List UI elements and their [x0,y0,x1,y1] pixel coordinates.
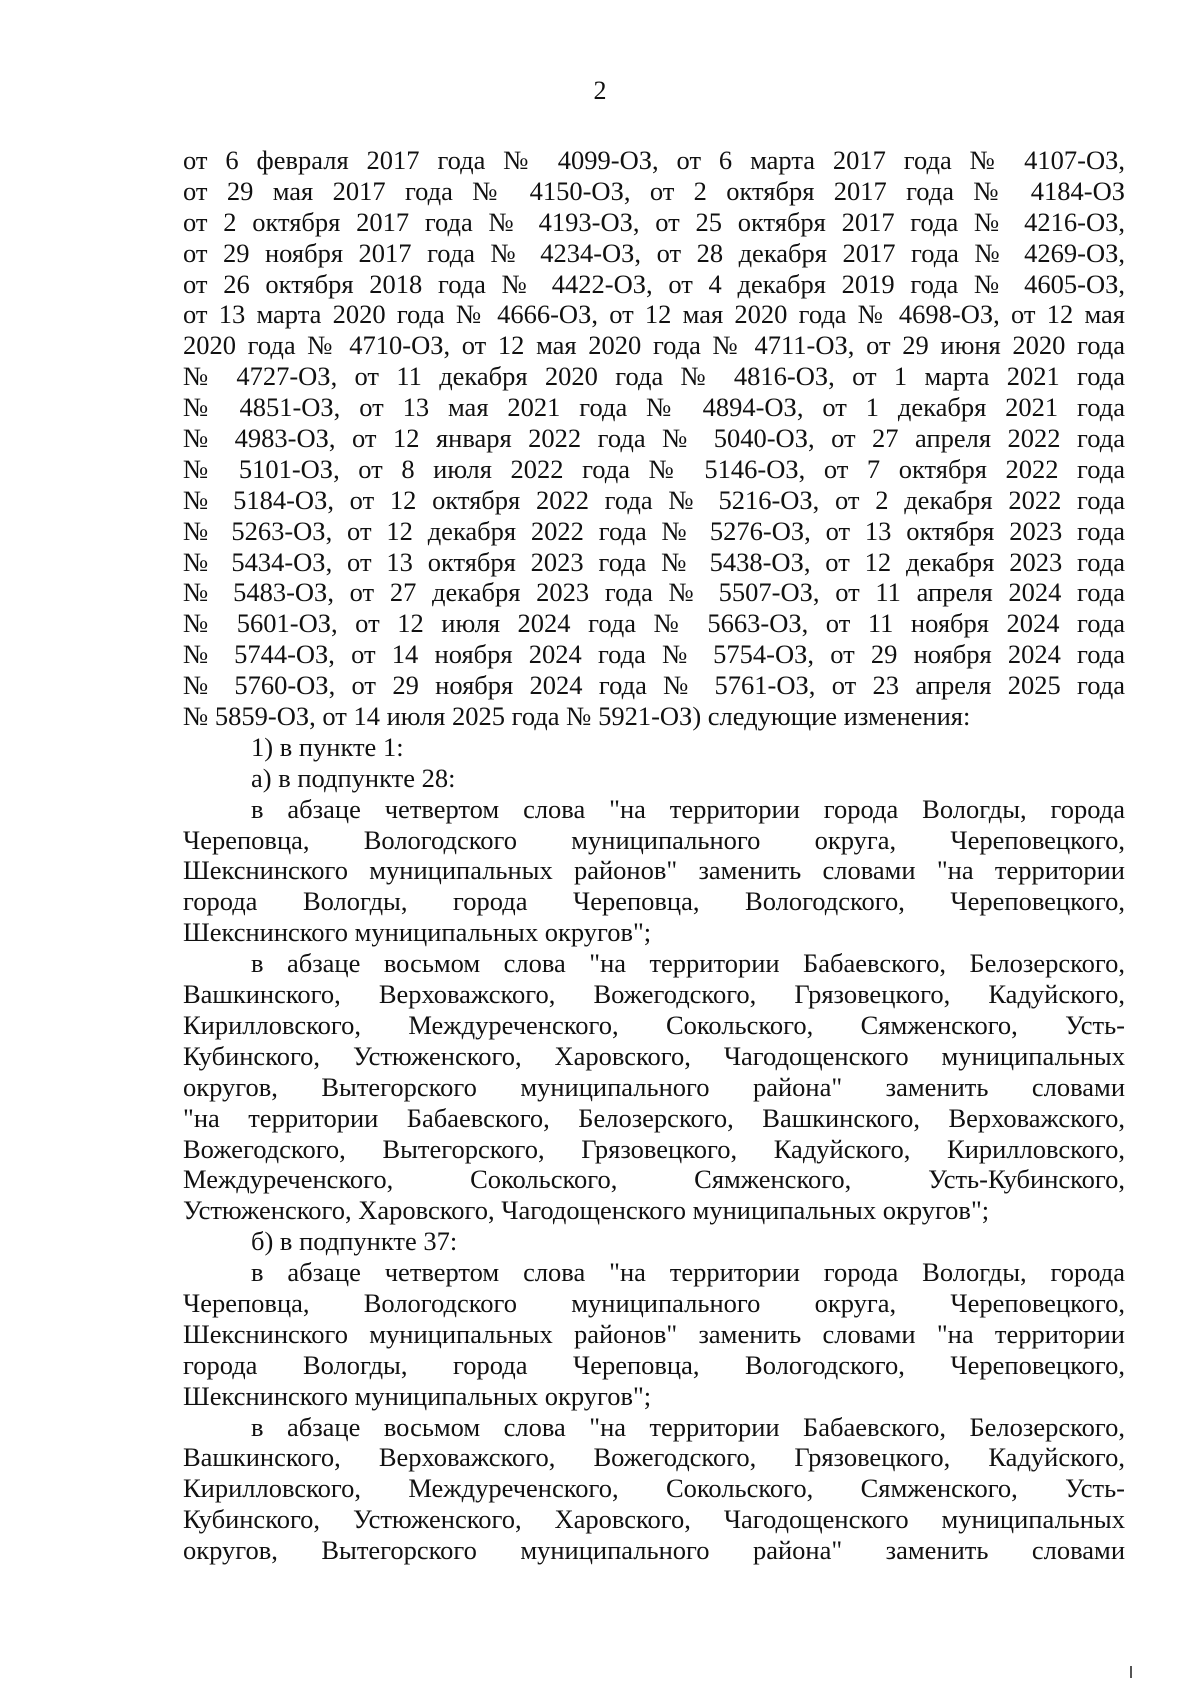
text-line: № 5434-ОЗ, от 13 октября 2023 года № 5438-ОЗ, от 12 декабря 2023 года [183,546,1125,577]
text-line: а) в подпункте 28: [251,762,456,793]
text-line: Череповца, Вологодского муниципального округа, Череповецкого, [183,824,1125,855]
text-line: в абзаце четвертом слова "на территории города Вологды, города [251,793,1125,824]
text-line: 2020 года № 4710-ОЗ, от 12 мая 2020 года № 4711-ОЗ, от 29 июня 2020 года [183,330,1125,361]
text-line: № 5601-ОЗ, от 12 июля 2024 года № 5663-ОЗ, от 11 ноября 2024 года [183,608,1125,639]
text-line: Череповца, Вологодского муниципального округа, Череповецкого, [183,1287,1125,1318]
text-line: Вожегодского, Вытегорского, Грязовецкого, Кадуйского, Кирилловского, [183,1133,1125,1164]
text-line: № 4851-ОЗ, от 13 мая 2021 года № 4894-ОЗ, от 1 декабря 2021 года [183,392,1125,423]
text-line: в абзаце восьмом слова "на территории Бабаевского, Белозерского, [251,1411,1125,1442]
text-line: № 5859-ОЗ, от 14 июля 2025 года № 5921-ОЗ) следующие изменения: [183,701,971,732]
page-number: 2 [593,76,607,105]
text-line: "на территории Бабаевского, Белозерского, Вашкинского, Верховажского, [183,1102,1125,1133]
document-body [183,145,1125,1566]
text-line: Шекснинского муниципальных районов" заменить словами "на территории [183,1318,1125,1349]
text-line: Устюженского, Харовского, Чагодощенского муниципальных округов"; [183,1195,990,1226]
text-line: от 29 ноября 2017 года № 4234-ОЗ, от 28 декабря 2017 года № 4269-ОЗ, [183,237,1125,268]
text-line: Шекснинского муниципальных округов"; [183,1380,652,1411]
text-line: Шекснинского муниципальных округов"; [183,917,652,948]
text-line: № 5101-ОЗ, от 8 июля 2022 года № 5146-ОЗ, от 7 октября 2022 года [183,453,1125,484]
text-line: Шекснинского муниципальных районов" заменить словами "на территории [183,855,1125,886]
text-line: Междуреченского, Сокольского, Сямженского, Усть-Кубинского, [183,1164,1125,1195]
text-line: Кубинского, Устюженского, Харовского, Чагодощенского муниципальных [183,1040,1125,1071]
text-line: 1) в пункте 1: [251,731,404,762]
text-line: от 26 октября 2018 года № 4422-ОЗ, от 4 декабря 2019 года № 4605-ОЗ, [183,268,1125,299]
text-line: в абзаце четвертом слова "на территории города Вологды, города [251,1257,1125,1288]
text-line: округов, Вытегорского муниципального района" заменить словами [183,1535,1125,1566]
text-line: № 4727-ОЗ, от 11 декабря 2020 года № 4816-ОЗ, от 1 марта 2021 года [183,361,1125,392]
text-line: Кирилловского, Междуреченского, Сокольского, Сямженского, Усть- [183,1473,1125,1504]
text-line: Кубинского, Устюженского, Харовского, Чагодощенского муниципальных [183,1504,1125,1535]
text-line: от 29 мая 2017 года № 4150-ОЗ, от 2 октября 2017 года № 4184-ОЗ [183,175,1125,206]
text-line: № 4983-ОЗ, от 12 января 2022 года № 5040-ОЗ, от 27 апреля 2022 года [183,423,1125,454]
text-line: № 5263-ОЗ, от 12 декабря 2022 года № 5276-ОЗ, от 13 октября 2023 года [183,515,1125,546]
text-line: от 6 февраля 2017 года № 4099-ОЗ, от 6 марта 2017 года № 4107-ОЗ, [183,145,1125,175]
text-line: б) в подпункте 37: [251,1226,458,1257]
text-line: № 5744-ОЗ, от 14 ноября 2024 года № 5754-ОЗ, от 29 ноября 2024 года [183,639,1125,670]
text-line: № 5483-ОЗ, от 27 декабря 2023 года № 5507-ОЗ, от 11 апреля 2024 года [183,577,1125,608]
text-line: города Вологды, города Череповца, Вологодского, Череповецкого, [183,886,1125,917]
text-line: округов, Вытегорского муниципального района" заменить словами [183,1071,1125,1102]
scan-mark [1130,1666,1132,1678]
text-line: Вашкинского, Верховажского, Вожегодского, Грязовецкого, Кадуйского, [183,979,1125,1010]
text-line: города Вологды, города Череповца, Вологодского, Череповецкого, [183,1349,1125,1380]
text-line: Вашкинского, Верховажского, Вожегодского, Грязовецкого, Кадуйского, [183,1442,1125,1473]
text-line: № 5184-ОЗ, от 12 октября 2022 года № 5216-ОЗ, от 2 декабря 2022 года [183,484,1125,515]
text-line: Кирилловского, Междуреченского, Сокольского, Сямженского, Усть- [183,1009,1125,1040]
text-line: в абзаце восьмом слова "на территории Бабаевского, Белозерского, [251,948,1125,979]
text-line: № 5760-ОЗ, от 29 ноября 2024 года № 5761-ОЗ, от 23 апреля 2025 года [183,670,1125,701]
text-line: от 13 марта 2020 года № 4666-ОЗ, от 12 мая 2020 года № 4698-ОЗ, от 12 мая [183,299,1125,330]
text-line: от 2 октября 2017 года № 4193-ОЗ, от 25 октября 2017 года № 4216-ОЗ, [183,206,1125,237]
